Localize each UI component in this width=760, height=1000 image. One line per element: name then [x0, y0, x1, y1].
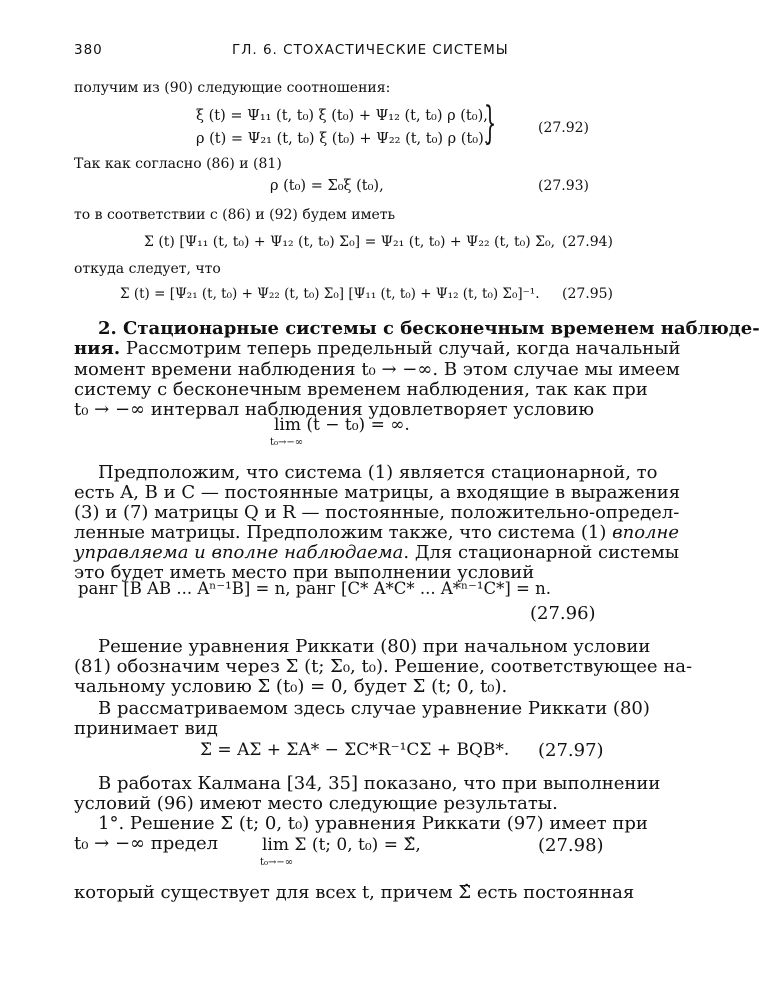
section-line-4: систему с бесконечным временем наблюдения, так как при: [74, 379, 648, 400]
section-line-2-text: Рассмотрим теперь предельный случай, когда начальный: [120, 338, 681, 359]
equation-number-27-92: (27.92): [538, 120, 590, 136]
right-brace: }: [483, 98, 497, 149]
running-title: ГЛ. 6. СТОХАСТИЧЕСКИЕ СИСТЕМЫ: [232, 42, 509, 58]
section-line-3: момент времени наблюдения t₀ → −∞. В этом случае мы имеем: [74, 359, 680, 380]
result-1-line1: 1°. Решение Σ (t; 0, t₀) уравнения Риккати (97) имеет при: [98, 813, 648, 834]
paragraph-case-line1: В рассматриваемом здесь случае уравнение Риккати (80): [98, 698, 650, 719]
paragraph-riccati-line2: (81) обозначим через Σ (t; Σ₀, t₀). Решение, соответствующее на-: [74, 656, 693, 677]
section-line-2: [74, 338, 681, 359]
equation-number-27-95: (27.95): [562, 286, 614, 302]
equation-27-98-subscript: t₀→−∞: [260, 857, 294, 868]
equation-number-27-97: (27.97): [538, 740, 604, 761]
paragraph-stationary-line2: есть A, B и C — постоянные матрицы, а входящие в выражения: [74, 482, 681, 503]
equation-27-97: Σ̇ = AΣ + ΣA* − ΣC*R⁻¹CΣ + BQB*.: [200, 740, 510, 760]
emphasis-fully: вполне: [612, 522, 680, 543]
paragraph-riccati-line3: чальному условию Σ (t₀) = 0, будет Σ (t; 0, t₀).: [74, 676, 508, 697]
section-line-5: t₀ → −∞ интервал наблюдения удовлетворяет условию: [74, 399, 595, 420]
equation-number-27-93: (27.93): [538, 178, 590, 194]
paragraph-stationary-line1: Предположим, что система (1) является стационарной, то: [98, 462, 658, 483]
paragraph-stationary-line6: это будет иметь место при выполнении условий: [74, 562, 535, 583]
equation-27-92-line1: ξ (t) = Ψ₁₁ (t, t₀) ξ (t₀) + Ψ₁₂ (t, t₀) ρ (t₀),: [196, 108, 488, 124]
paragraph-kalman-line1: В работах Калмана [34, 35] показано, что при выполнении: [98, 773, 661, 794]
equation-27-92-line2: ρ (t) = Ψ₂₁ (t, t₀) ξ (t₀) + Ψ₂₂ (t, t₀) ρ (t₀).: [196, 131, 489, 147]
result-1-line2: t₀ → −∞ предел: [74, 833, 219, 854]
equation-27-95: Σ (t) = [Ψ₂₁ (t, t₀) + Ψ₂₂ (t, t₀) Σ₀] [Ψ₁₁ (t, t₀) + Ψ₁₂ (t, t₀) Σ₀]⁻¹.: [120, 286, 540, 302]
equation-27-93: ρ (t₀) = Σ₀ξ (t₀),: [270, 178, 384, 194]
equation-number-27-96: (27.96): [530, 603, 596, 624]
paragraph-since: Так как согласно (86) и (81): [74, 156, 282, 172]
paragraph-stationary-line4: [74, 522, 679, 543]
paragraph-hence: откуда следует, что: [74, 261, 221, 277]
section-heading-end: ния.: [74, 338, 121, 359]
paragraph-kalman-line2: условий (96) имеют место следующие результаты.: [74, 793, 558, 814]
paragraph-stationary-line5: [74, 542, 679, 563]
paragraph-stationary-line3: (3) и (7) матрицы Q и R — постоянные, положительно-определ-: [74, 502, 680, 523]
equation-27-96: ранг [B AB ... Aⁿ⁻¹B] = n, ранг [C* A*C* ... A*ⁿ⁻¹C*] = n.: [78, 579, 551, 598]
paragraph-stationary-line5-text: . Для стационарной системы: [403, 542, 680, 563]
limit-equation: lim (t − t₀) = ∞.: [274, 415, 410, 435]
equation-27-94: Σ (t) [Ψ₁₁ (t, t₀) + Ψ₁₂ (t, t₀) Σ₀] = Ψ₂₁ (t, t₀) + Ψ₂₂ (t, t₀) Σ₀,: [144, 234, 556, 250]
limit-subscript: t₀→−∞: [270, 437, 304, 448]
paragraph-riccati-line1: Решение уравнения Риккати (80) при начальном условии: [98, 636, 651, 657]
equation-number-27-98: (27.98): [538, 835, 604, 856]
paragraph-case-line2: принимает вид: [74, 718, 218, 739]
paragraph-intro: получим из (90) следующие соотношения:: [74, 80, 391, 96]
equation-27-98: lim Σ (t; 0, t₀) = Σ̂,: [262, 835, 421, 855]
paragraph-exists: который существует для всех t, причем Σ̂ есть постоянная: [74, 882, 635, 903]
emphasis-controllable-observable: управляема и вполне наблюдаема: [74, 542, 404, 563]
paragraph-accordingly: то в соответствии с (86) и (92) будем иметь: [74, 207, 396, 223]
page-number: 380: [74, 42, 103, 58]
section-heading: 2. Стационарные системы с бесконечным временем наблюде-: [98, 318, 760, 339]
equation-number-27-94: (27.94): [562, 234, 614, 250]
paragraph-stationary-line4-text: ленные матрицы. Предположим также, что система (1): [74, 522, 613, 543]
